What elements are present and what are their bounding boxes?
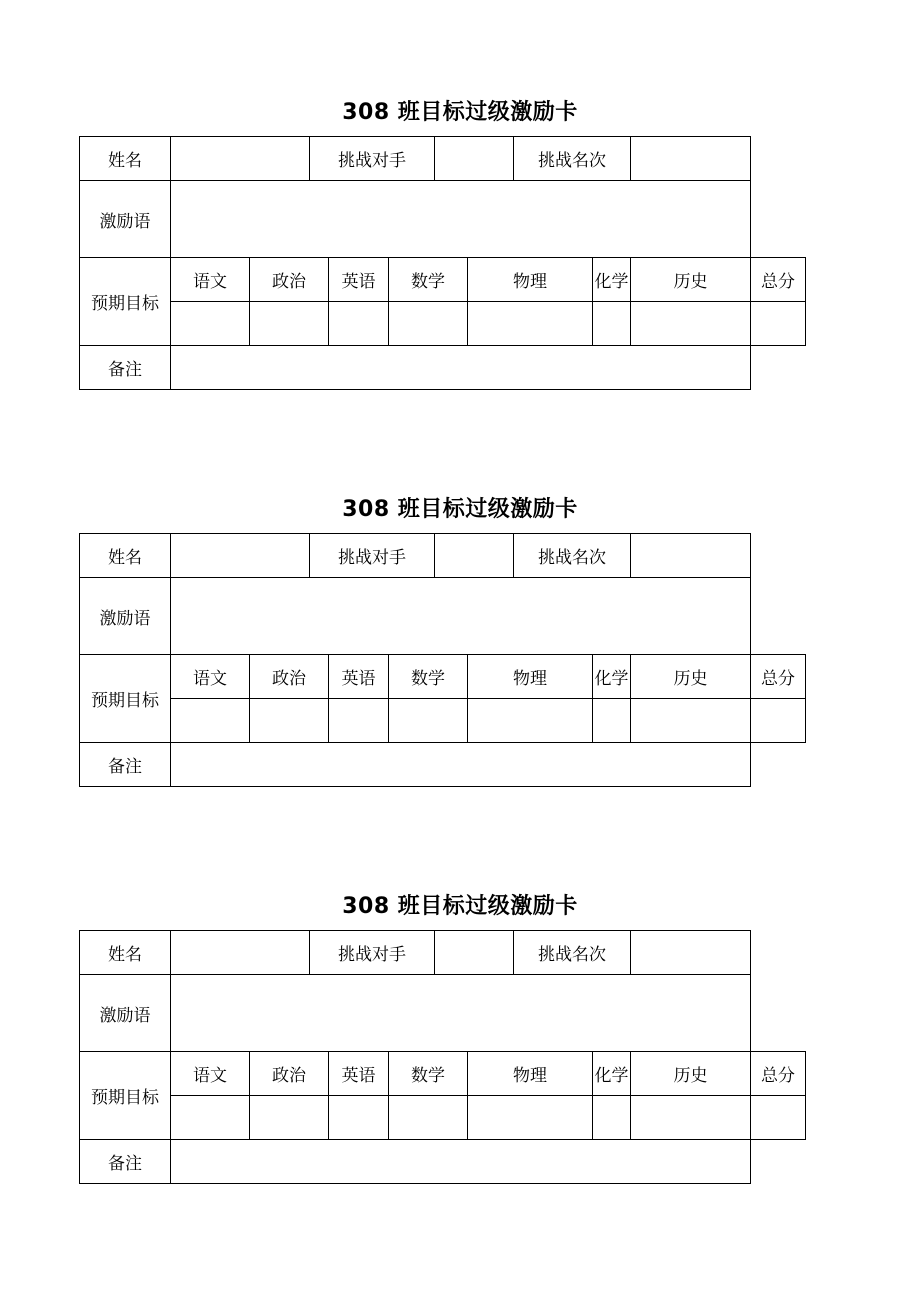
name-value-cell[interactable]: [171, 534, 310, 578]
goal-score-cell[interactable]: [389, 699, 468, 743]
goal-score-cell[interactable]: [631, 699, 751, 743]
goal-score-cell[interactable]: [593, 1096, 631, 1140]
subject-header: 化学: [593, 258, 631, 302]
goal-score-cell[interactable]: [751, 699, 806, 743]
goal-score-cell[interactable]: [389, 302, 468, 346]
goal-score-cell[interactable]: [329, 302, 389, 346]
card-table: [79, 136, 806, 390]
goal-score-cell[interactable]: [468, 699, 593, 743]
subject-header: 历史: [631, 258, 751, 302]
rank-value-cell[interactable]: [631, 534, 751, 578]
subject-header: 语文: [171, 655, 250, 699]
opponent-value-cell[interactable]: [435, 931, 514, 975]
card-table: [79, 533, 806, 787]
subject-header: 物理: [468, 655, 593, 699]
goal-label: 预期目标: [80, 655, 171, 743]
goal-score-cell[interactable]: [468, 302, 593, 346]
subject-header: 总分: [751, 655, 806, 699]
goal-label: 预期目标: [80, 258, 171, 346]
name-label: 姓名: [80, 137, 171, 181]
rank-value-cell[interactable]: [631, 931, 751, 975]
motto-value-cell[interactable]: [171, 975, 751, 1052]
remark-value-cell[interactable]: [171, 743, 751, 787]
rank-value-cell[interactable]: [631, 137, 751, 181]
goal-score-cell[interactable]: [389, 1096, 468, 1140]
name-value-cell[interactable]: [171, 931, 310, 975]
goal-score-cell[interactable]: [171, 699, 250, 743]
subject-header: 总分: [751, 1052, 806, 1096]
goal-score-cell[interactable]: [593, 302, 631, 346]
opponent-value-cell[interactable]: [435, 137, 514, 181]
subject-header: 总分: [751, 258, 806, 302]
subject-header: 语文: [171, 1052, 250, 1096]
goal-score-cell[interactable]: [171, 1096, 250, 1140]
motto-value-cell[interactable]: [171, 578, 751, 655]
subject-header: 英语: [329, 655, 389, 699]
rank-label: 挑战名次: [514, 534, 631, 578]
goal-score-cell[interactable]: [751, 1096, 806, 1140]
subject-header: 物理: [468, 258, 593, 302]
motto-label: 激励语: [80, 975, 171, 1052]
goal-label: 预期目标: [80, 1052, 171, 1140]
name-label: 姓名: [80, 931, 171, 975]
goal-score-cell[interactable]: [171, 302, 250, 346]
remark-value-cell[interactable]: [171, 1140, 751, 1184]
motto-label: 激励语: [80, 578, 171, 655]
goal-score-cell[interactable]: [593, 699, 631, 743]
subject-header: 政治: [250, 1052, 329, 1096]
card-table: [79, 930, 806, 1184]
remark-label: 备注: [80, 743, 171, 787]
remark-value-cell[interactable]: [171, 346, 751, 390]
goal-score-cell[interactable]: [250, 699, 329, 743]
motto-value-cell[interactable]: [171, 181, 751, 258]
opponent-label: 挑战对手: [310, 931, 435, 975]
subject-header: 历史: [631, 655, 751, 699]
opponent-label: 挑战对手: [310, 534, 435, 578]
subject-header: 数学: [389, 1052, 468, 1096]
rank-label: 挑战名次: [514, 137, 631, 181]
goal-score-cell[interactable]: [631, 1096, 751, 1140]
card-title: 308 班目标过级激励卡: [342, 497, 578, 522]
opponent-label: 挑战对手: [310, 137, 435, 181]
remark-label: 备注: [80, 1140, 171, 1184]
goal-score-cell[interactable]: [631, 302, 751, 346]
goal-score-cell[interactable]: [751, 302, 806, 346]
rank-label: 挑战名次: [514, 931, 631, 975]
subject-header: 历史: [631, 1052, 751, 1096]
name-value-cell[interactable]: [171, 137, 310, 181]
subject-header: 物理: [468, 1052, 593, 1096]
goal-score-cell[interactable]: [329, 699, 389, 743]
goal-score-cell[interactable]: [250, 1096, 329, 1140]
subject-header: 数学: [389, 655, 468, 699]
subject-header: 英语: [329, 1052, 389, 1096]
subject-header: 数学: [389, 258, 468, 302]
goal-score-cell[interactable]: [329, 1096, 389, 1140]
subject-header: 化学: [593, 655, 631, 699]
subject-header: 化学: [593, 1052, 631, 1096]
motto-label: 激励语: [80, 181, 171, 258]
remark-label: 备注: [80, 346, 171, 390]
card-title: 308 班目标过级激励卡: [342, 100, 578, 125]
subject-header: 政治: [250, 258, 329, 302]
goal-score-cell[interactable]: [468, 1096, 593, 1140]
name-label: 姓名: [80, 534, 171, 578]
subject-header: 政治: [250, 655, 329, 699]
goal-score-cell[interactable]: [250, 302, 329, 346]
card-title: 308 班目标过级激励卡: [342, 894, 578, 919]
subject-header: 语文: [171, 258, 250, 302]
subject-header: 英语: [329, 258, 389, 302]
opponent-value-cell[interactable]: [435, 534, 514, 578]
